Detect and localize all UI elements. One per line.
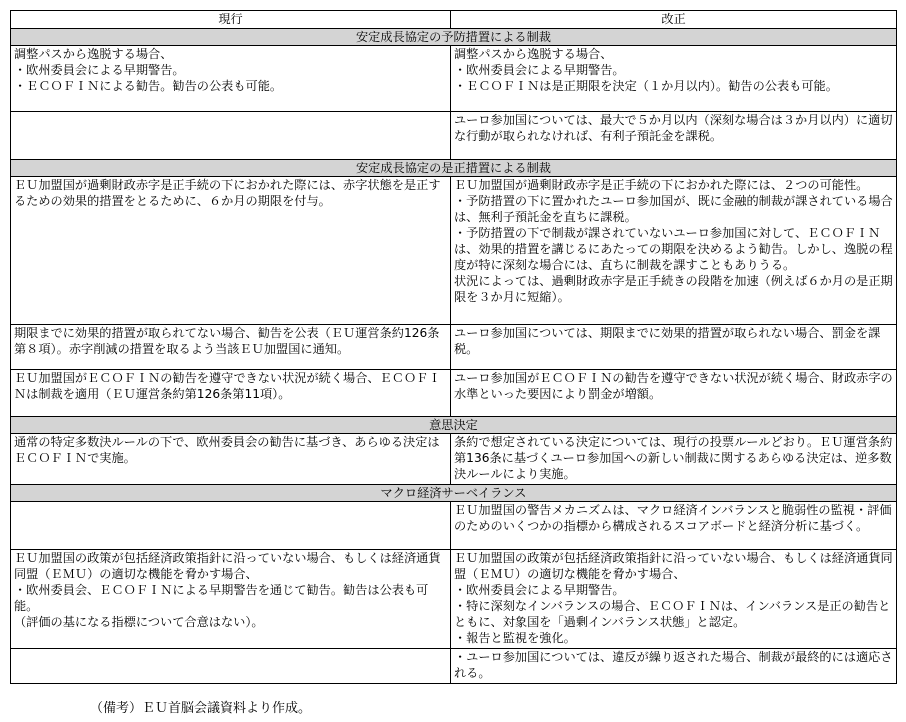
revised-cell: ＥＵ加盟国の政策が包括経済政策指針に沿っていない場合、もしくは経済通貨同盟（ＥＭＵ）の適切な機能を脅かす場合、 ・欧州委員会による早期警告。 ・特に深刻なインバランスの場合、ＥＣＯＦＩＮは、インバランス是正の勧告とともに、対象国を「過剰インバランス状態」と認定。 ・報告と監視を強化。	[451, 550, 897, 649]
current-cell: ＥＵ加盟国の政策が包括経済政策指針に沿っていない場合、もしくは経済通貨同盟（ＥＭＵ）の適切な機能を脅かす場合、 ・欧州委員会、ＥＣＯＦＩＮによる早期警告を通じて勧告。勧告は公表も可能。 （評価の基になる指標について合意はない）。	[11, 550, 451, 649]
table-row	[11, 112, 897, 160]
revised-cell: ユーロ参加国がＥＣＯＦＩＮの勧告を遵守できない状況が続く場合、財政赤字の水準といった要因により罰金が増額。	[451, 370, 897, 417]
current-cell	[11, 112, 451, 160]
current-cell: 調整パスから逸脱する場合、 ・欧州委員会による早期警告。 ・ＥＣＯＦＩＮによる勧告。勧告の公表も可能。	[11, 46, 451, 112]
table-row	[11, 550, 897, 649]
table-row	[11, 177, 897, 325]
section-row	[11, 417, 897, 434]
revised-cell: ＥＵ加盟国が過剰財政赤字是正手続の下におかれた際には、２つの可能性。 ・予防措置の下に置かれたユーロ参加国が、既に金融的制裁が課されている場合は、無利子預託金を直ちに課税。 ・予防措置の下で制裁が課されていないユーロ参加国に対して、ＥＣＯＦＩＮは、効果的措置を講じるにあたっての期限を決めるよう勧告。しかし、逸脱の程度が特に深刻な場合には、直ちに制裁を課すこともありうる。 状況によっては、過剰財政赤字是正手続きの段階を加速（例えば６か月の是正期限を３か月に短縮）。	[451, 177, 897, 325]
section-row	[11, 29, 897, 46]
header-row	[11, 11, 897, 29]
revised-cell: ・ユーロ参加国については、違反が繰り返された場合、制裁が最終的には適応される。	[451, 649, 897, 684]
section-row	[11, 485, 897, 502]
current-cell: 通常の特定多数決ルールの下で、欧州委員会の勧告に基づき、あらゆる決定はＥＣＯＦＩＮで実施。	[11, 434, 451, 485]
section-row	[11, 160, 897, 177]
section-title-preventive: 安定成長協定の予防措置による制裁	[11, 29, 897, 46]
section-title-macro: マクロ経済サーベイランス	[11, 485, 897, 502]
current-cell	[11, 502, 451, 550]
revised-cell: ユーロ参加国については、最大で５か月以内（深刻な場合は３か月以内）に適切な行動が取られなければ、有利子預託金を課税。	[451, 112, 897, 160]
table-row	[11, 434, 897, 485]
revised-cell: ＥＵ加盟国の警告メカニズムは、マクロ経済インバランスと脆弱性の監視・評価のためのいくつかの指標から構成されるスコアボードと経済分析に基づく。	[451, 502, 897, 550]
current-cell	[11, 649, 451, 684]
section-title-corrective: 安定成長協定の是正措置による制裁	[11, 160, 897, 177]
revised-cell: 調整パスから逸脱する場合、 ・欧州委員会による早期警告。 ・ＥＣＯＦＩＮは是正期限を決定（１か月以内）。勧告の公表も可能。	[451, 46, 897, 112]
section-title-decision: 意思決定	[11, 417, 897, 434]
comparison-table	[10, 10, 897, 684]
table-row	[11, 325, 897, 370]
current-cell: 期限までに効果的措置が取られてない場合、勧告を公表（ＥＵ運営条約126条第８項）。赤字削減の措置を取るよう当該ＥＵ加盟国に通知。	[11, 325, 451, 370]
header-revised: 改正	[451, 11, 897, 29]
revised-cell: 条約で想定されている決定については、現行の投票ルールどおり。ＥＵ運営条約第136条に基づくユーロ参加国への新しい制裁に関するあらゆる決定は、逆多数決ルールにより実施。	[451, 434, 897, 485]
table-row	[11, 370, 897, 417]
source-note: （備考）ＥＵ首脳会議資料より作成。	[90, 701, 312, 716]
header-current: 現行	[11, 11, 451, 29]
revised-cell: ユーロ参加国については、期限までに効果的措置が取られない場合、罰金を課税。	[451, 325, 897, 370]
table-row	[11, 502, 897, 550]
table-row	[11, 649, 897, 684]
current-cell: ＥＵ加盟国が過剰財政赤字是正手続の下におかれた際には、赤字状態を是正するための効果的措置をとるために、６か月の期限を付与。	[11, 177, 451, 325]
current-cell: ＥＵ加盟国がＥＣＯＦＩＮの勧告を遵守できない状況が続く場合、ＥＣＯＦＩＮは制裁を適用（ＥＵ運営条約第126条第11項）。	[11, 370, 451, 417]
table-row	[11, 46, 897, 112]
